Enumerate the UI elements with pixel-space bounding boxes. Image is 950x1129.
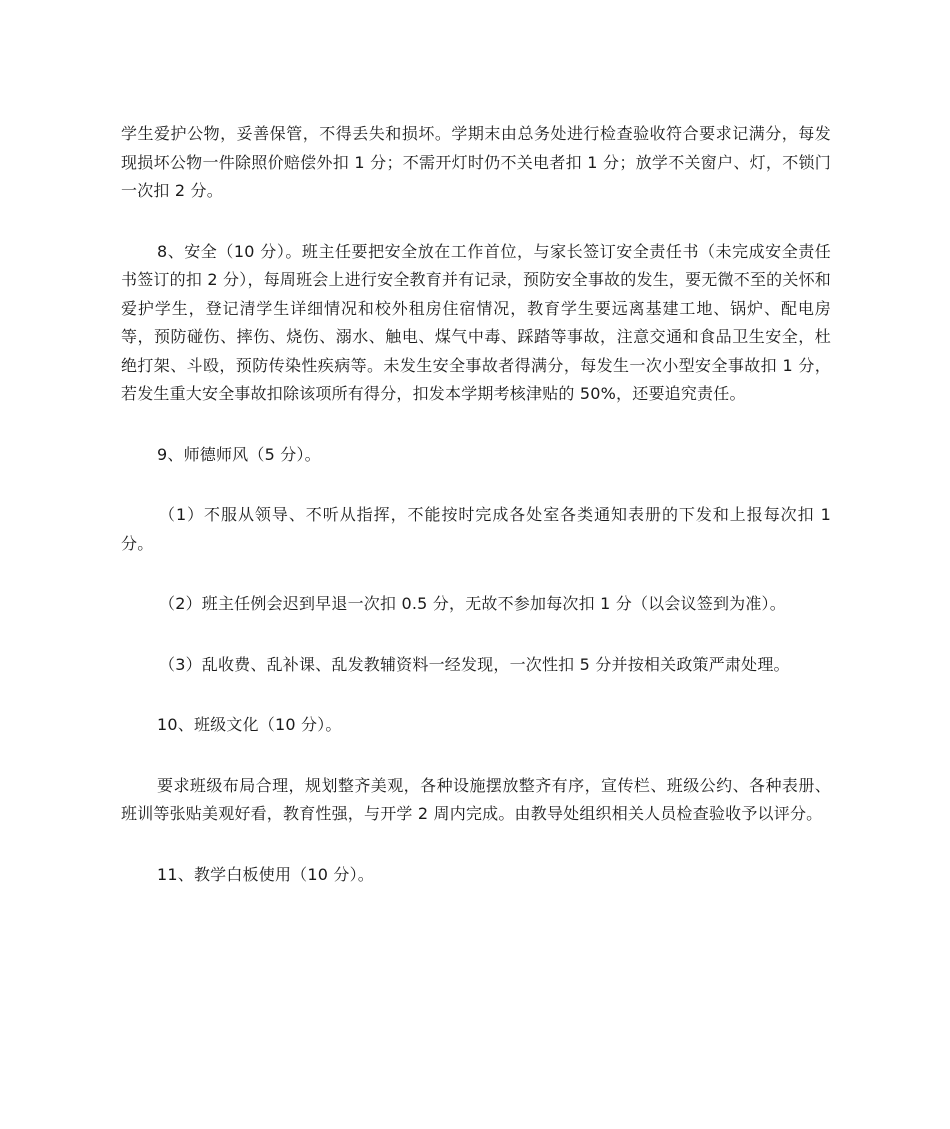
paragraph-class-culture: 要求班级布局合理，规划整齐美观，各种设施摆放整齐有序，宣传栏、班级公约、各种表册、班训等张贴美观好看，教育性强，与开学 2 周内完成。由教导处组织相关人员检查验收予以评分。 bbox=[121, 775, 831, 823]
paragraph-safety: 8、安全（10 分）。班主任要把安全放在工作首位，与家长签订安全责任书（未完成安全责任书签订的扣 2 分），每周班会上进行安全教育并有记录，预防安全事故的发生，要无微不至的关怀和爱护学生，登记清学生详细情况和校外租房住宿情况，教育学生要远离基建工地、锅炉、配电房等，预防碰伤、摔伤、烧伤、溺水、触电、煤气中毒、踩踏等事故，注意交通和食品卫生安全，杜绝打架、斗殴，预防传染性疾病等。未发生安全事故者得满分，每发生一次小型安全事故扣 1 分，若发生重大安全事故扣除该项所有得分，扣发本学期考核津贴的 50%，还要追究责任。 bbox=[121, 241, 831, 403]
paragraph-property-care: 学生爱护公物，妥善保管，不得丢失和损坏。学期末由总务处进行检查验收符合要求记满分，每发现损坏公物一件除照价赔偿外扣 1 分；不需开灯时仍不关电者扣 1 分；放学不关窗户、灯，不锁门一次扣 2 分。 bbox=[121, 124, 831, 200]
heading-teacher-ethics: 9、师德师风（5 分）。 bbox=[157, 444, 321, 464]
heading-whiteboard-use: 11、教学白板使用（10 分）。 bbox=[157, 864, 375, 884]
document-body bbox=[121, 120, 831, 921]
heading-class-culture: 10、班级文化（10 分）。 bbox=[157, 715, 342, 734]
paragraph-ethics-item-2: （2）班主任例会迟到早退一次扣 0.5 分，无故不参加每次扣 1 分（以会议签到为准）。 bbox=[159, 594, 786, 613]
paragraph-ethics-item-3: （3）乱收费、乱补课、乱发教辅资料一经发现，一次性扣 5 分并按相关政策严肃处理。 bbox=[159, 654, 790, 674]
paragraph-ethics-item-1: （1）不服从领导、不听从指挥，不能按时完成各处室各类通知表册的下发和上报每次扣 1 分。 bbox=[121, 505, 831, 553]
